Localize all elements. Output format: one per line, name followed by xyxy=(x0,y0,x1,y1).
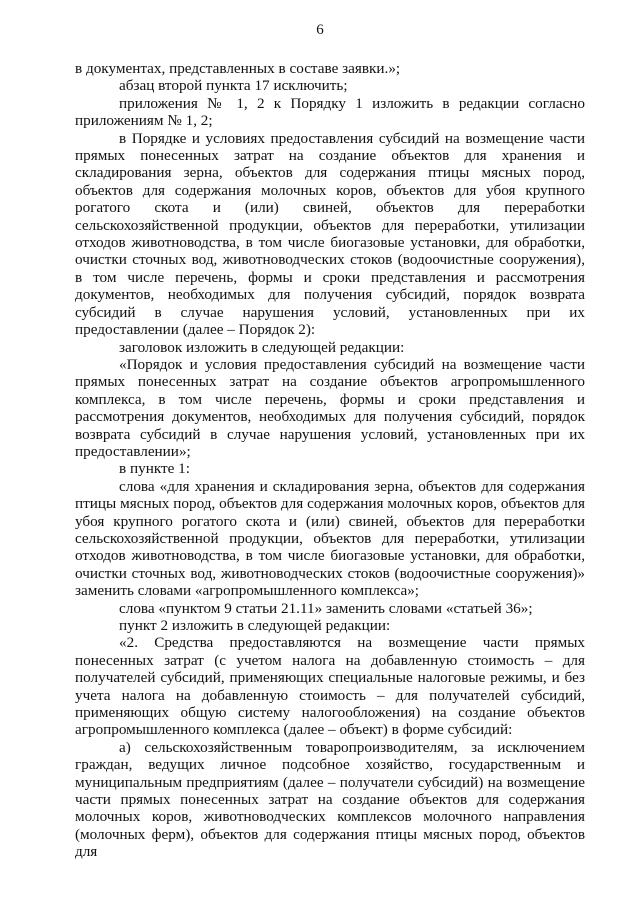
paragraph-4: в Порядке и условиях предоставления субсидий на возмещение части прямых понесенных затрат на создание объектов для хранения и складирования зерна, объектов для содержания птицы мясных пород, объектов для содержания молочных коров, объектов для убоя крупного рогатого скота и (или) свиней, объектов для переработки сельскохозяйственной продукции, объектов для переработки, утилизации отходов животноводства, в том числе биогазовые установки, для обработки, очистки сточных вод, животноводческих стоков (водоочистные сооружения), в том числе перечень, формы и сроки представления и рассмотрения документов, необходимых для получения субсидий, порядок возврата субсидий в случае нарушения условий, установленных при их предоставлении (далее – Порядок 2): xyxy=(75,129,585,339)
paragraph-8: слова «для хранения и складирования зерна, объектов для содержания птицы мясных пород, объектов для содержания молочных коров, объектов для убоя крупного рогатого скота и (или) свиней, объектов для переработки сельскохозяйственной продукции, объектов для переработки, утилизации отходов животноводства, в том числе биогазовые установки, для обработки, очистки сточных вод, животноводческих стоков (водоочистные сооружения)» заменить словами «агропромышленного комплекса»; xyxy=(75,477,585,600)
paragraph-7: в пункте 1: xyxy=(119,460,190,478)
paragraph-12: а) сельскохозяйственным товаропроизводителям, за исключением граждан, ведущих личное подсобное хозяйство, государственным и муниципальным предприятиям (далее – получатели субсидий) на возмещение части прямых понесенных затрат на создание объектов для содержания молочных коров, животноводческих комплексов молочного направления (молочных ферм), объектов для содержания птицы мясных пород, объектов для xyxy=(75,738,585,861)
paragraph-5: заголовок изложить в следующей редакции: xyxy=(119,338,405,356)
paragraph-6: «Порядок и условия предоставления субсидий на возмещение части прямых понесенных затрат на создание объектов агропромышленного комплекса, в том числе перечень, формы и сроки представления и рассмотрения документов, необходимых для получения субсидий, порядок возврата субсидий в случае нарушения условий, установленных при их предоставлении»; xyxy=(75,355,585,460)
page-number: 6 xyxy=(316,22,324,38)
paragraph-3: приложения № 1, 2 к Порядку 1 изложить в редакции согласно приложениям № 1, 2; xyxy=(75,94,585,130)
paragraph-10: пункт 2 изложить в следующей редакции: xyxy=(119,617,391,634)
paragraph-1: в документах, представленных в составе заявки.»; xyxy=(75,60,401,77)
paragraph-9: слова «пунктом 9 статьи 21.11» заменить словами «статьей 36»; xyxy=(119,599,533,617)
document-body xyxy=(75,60,585,861)
paragraph-11: «2. Средства предоставляются на возмещение части прямых понесенных затрат (с учетом налога на добавленную стоимость – для получателей субсидий, применяющих специальные налоговые режимы, и без учета налога на добавленную стоимость – для получателей субсидий, применяющих общую систему налогообложения) на создание объектов агропромышленного комплекса (далее – объект) в форме субсидий: xyxy=(75,634,585,739)
paragraph-2: абзац второй пункта 17 исключить; xyxy=(119,77,348,95)
